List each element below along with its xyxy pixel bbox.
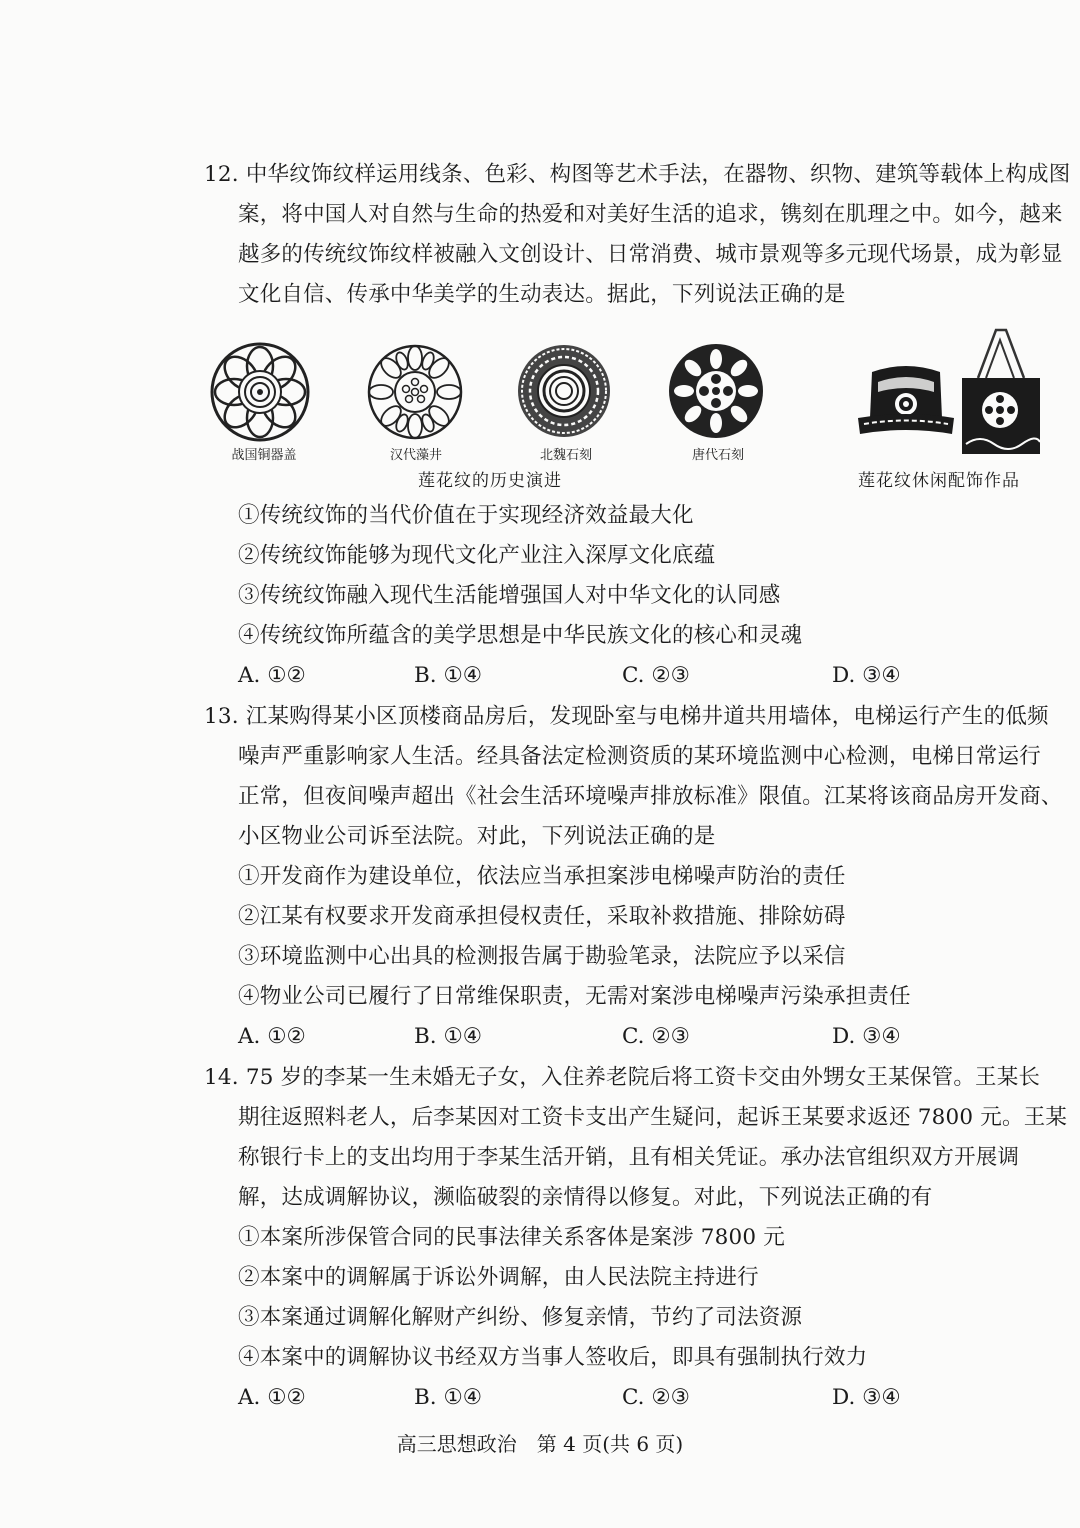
- q12-option-2: ②传统纹饰能够为现代文化产业注入深厚文化底蕴: [238, 543, 716, 568]
- figure-caption-lotus-accessories: 莲花纹休闲配饰作品: [858, 471, 1020, 491]
- q14-choice-b[interactable]: B. ①④: [414, 1385, 483, 1410]
- q13-line-3: 正常，但夜间噪声超出《社会生活环境噪声排放标准》限值。江某将该商品房开发商、: [238, 784, 1063, 809]
- q13-line-2: 噪声严重影响家人生活。经具备法定检测资质的某环境监测中心检测，电梯日常运行: [238, 744, 1041, 769]
- label-han-caisson: 汉代藻井: [389, 448, 442, 463]
- q12-choice-b[interactable]: B. ①④: [414, 663, 483, 688]
- q13-line-4: 小区物业公司诉至法院。对此，下列说法正确的是: [238, 824, 716, 849]
- q12-line-4: 文化自信、传承中华美学的生动表达。据此，下列说法正确的是: [238, 282, 846, 307]
- q13-option-2: ②江某有权要求开发商承担侵权责任，采取补救措施、排除妨碍: [238, 904, 846, 929]
- tang-stone-lotus-pattern: [666, 341, 766, 441]
- q12-option-1: ①传统纹饰的当代价值在于实现经济效益最大化: [238, 503, 694, 528]
- q13-option-4: ④物业公司已履行了日常维保职责，无需对案涉电梯噪声污染承担责任: [238, 984, 911, 1009]
- label-northern-wei-stone: 北魏石刻: [539, 448, 592, 463]
- q14-line-3: 称银行卡上的支出均用于李某生活开销，且有相关凭证。承办法官组织双方开展调: [238, 1145, 1020, 1170]
- q12-option-3: ③传统纹饰融入现代生活能增强国人对中华文化的认同感: [238, 583, 781, 608]
- q14-line-1: 14. 75 岁的李某一生未婚无子女，入住养老院后将工资卡交由外甥女王某保管。王某长: [204, 1065, 1041, 1090]
- q14-choice-a[interactable]: A. ①②: [238, 1385, 306, 1410]
- figure-caption-lotus-history: 莲花纹的历史演进: [418, 471, 562, 491]
- q13-choice-c[interactable]: C. ②③: [622, 1024, 690, 1049]
- q14-choices: [238, 1378, 1058, 1418]
- q12-choices: [238, 656, 1058, 696]
- q14-line-4: 解，达成调解协议，濒临破裂的亲情得以修复。对此，下列说法正确的有: [238, 1185, 933, 1210]
- q14-option-1: ①本案所涉保管合同的民事法律关系客体是案涉 7800 元: [238, 1225, 785, 1250]
- lotus-tote-bag-image: [960, 326, 1042, 456]
- label-tang-stone: 唐代石刻: [691, 448, 744, 463]
- q12-choice-d[interactable]: D. ③④: [832, 663, 901, 688]
- han-caisson-lotus-pattern: [365, 342, 465, 442]
- q13-choices: [238, 1017, 1058, 1057]
- q14-choice-d[interactable]: D. ③④: [832, 1385, 901, 1410]
- lotus-hat-image: [856, 362, 956, 442]
- bronze-lid-lotus-pattern: [208, 340, 312, 444]
- q13-choice-d[interactable]: D. ③④: [832, 1024, 901, 1049]
- q13-line-1: 13. 江某购得某小区顶楼商品房后，发现卧室与电梯井道共用墙体，电梯运行产生的低频: [204, 704, 1049, 729]
- label-warring-states-bronze-lid: 战国铜器盖: [231, 448, 297, 463]
- q12-line-2: 案，将中国人对自然与生命的热爱和对美好生活的追求，镌刻在肌理之中。如今，越来: [238, 202, 1063, 227]
- q13-option-1: ①开发商作为建设单位，依法应当承担案涉电梯噪声防治的责任: [238, 864, 846, 889]
- q12-choice-a[interactable]: A. ①②: [238, 663, 306, 688]
- q13-option-3: ③环境监测中心出具的检测报告属于勘验笔录，法院应予以采信: [238, 944, 846, 969]
- q14-line-2: 期往返照料老人，后李某因对工资卡支出产生疑问，起诉王某要求返还 7800 元。王某: [238, 1105, 1068, 1130]
- page-footer: 高三思想政治 第 4 页(共 6 页): [396, 1432, 684, 1456]
- q12-choice-c[interactable]: C. ②③: [622, 663, 690, 688]
- q14-option-3: ③本案通过调解化解财产纠纷、修复亲情，节约了司法资源: [238, 1305, 803, 1330]
- q12-line-3: 越多的传统纹饰纹样被融入文创设计、日常消费、城市景观等多元现代场景，成为彰显: [238, 242, 1063, 267]
- q13-choice-b[interactable]: B. ①④: [414, 1024, 483, 1049]
- q12-line-1: 12. 中华纹饰纹样运用线条、色彩、构图等艺术手法，在器物、织物、建筑等载体上构成图: [204, 162, 1071, 187]
- q14-choice-c[interactable]: C. ②③: [622, 1385, 690, 1410]
- q14-option-4: ④本案中的调解协议书经双方当事人签收后，即具有强制执行效力: [238, 1345, 868, 1370]
- northern-wei-stone-lotus-pattern: [514, 341, 614, 441]
- q13-choice-a[interactable]: A. ①②: [238, 1024, 306, 1049]
- q14-option-2: ②本案中的调解属于诉讼外调解，由人民法院主持进行: [238, 1265, 759, 1290]
- q12-option-4: ④传统纹饰所蕴含的美学思想是中华民族文化的核心和灵魂: [238, 623, 803, 648]
